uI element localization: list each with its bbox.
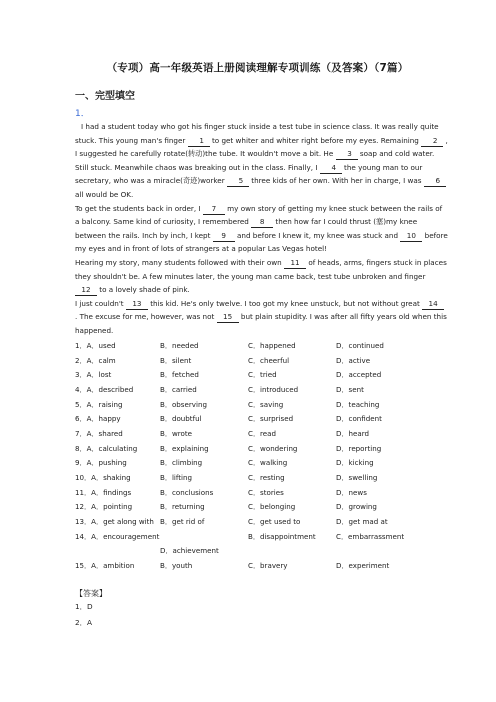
option-cell — [75, 544, 160, 559]
option-cell: B．carried — [160, 384, 197, 394]
option-cell: 14．A．encouragement — [75, 531, 160, 541]
option-cell: B．fetched — [160, 370, 199, 380]
answer-item: 2．A — [75, 618, 92, 627]
option-cell: B．get rid of — [160, 517, 205, 527]
option-cell: C．belonging — [248, 502, 296, 512]
option-cell: D．growing — [336, 502, 377, 512]
option-cell: 4．A．described — [75, 384, 134, 394]
passage-text: this kid. He's only twelve. I too got my knee unstuck, but not without great — [147, 298, 423, 308]
passage-text: before my eyes and in front of lots of strangers at a popular Las Vegas hotel! — [75, 230, 448, 254]
passage-paragraph — [75, 202, 448, 256]
passage-text: To get the students back in order, I — [75, 203, 203, 213]
option-cell: B．returning — [160, 502, 205, 512]
option-row — [75, 339, 426, 354]
option-row — [75, 441, 426, 456]
option-cell: B．climbing — [160, 458, 203, 468]
blank-11: 11 — [284, 258, 306, 269]
blank-12: 12 — [75, 285, 97, 296]
option-cell: D．kicking — [336, 458, 374, 468]
option-cell: 7．A．shared — [75, 428, 123, 438]
blank-13: 13 — [126, 299, 148, 310]
passage-text: I just couldn't — [75, 298, 126, 308]
option-cell: D．reporting — [336, 443, 382, 453]
passage-text: and before I knew it, my knee was stuck and — [234, 230, 401, 240]
option-cell: B．youth — [160, 561, 193, 571]
passage-text: all would be OK. — [75, 189, 134, 199]
blank-7: 7 — [203, 204, 225, 215]
option-cell: D．accepted — [336, 370, 382, 380]
section-heading: 一、完型填空 — [75, 91, 135, 102]
option-cell: C．get used to — [248, 517, 301, 527]
blank-1: 1 — [188, 136, 210, 147]
question-number: 1． — [75, 109, 90, 119]
passage-text: soap and cold water. Still stuck. Meanwhile chaos was breaking out in the class. Finally, I — [75, 149, 435, 172]
passage-paragraph — [75, 120, 448, 202]
option-cell: B．doubtful — [160, 414, 202, 424]
option-cell: 9．A．pushing — [75, 458, 127, 468]
passage-text: my own story of getting my knee stuck between the rails of a balcony. Same kind of curiosity, I remembered — [75, 203, 443, 227]
blank-4: 4 — [320, 163, 342, 174]
passage-text: three kids of her own. With her in charge, I was — [248, 176, 424, 186]
blank-6: 6 — [424, 176, 446, 187]
option-row — [75, 471, 426, 486]
option-row — [75, 353, 426, 368]
option-row — [75, 544, 426, 559]
option-row — [75, 368, 426, 383]
passage-text: of heads, arms, fingers stuck in places they shouldn't be. A few minutes later, the young man came back, test tube unbroken and finger — [75, 257, 447, 281]
option-cell: D．continued — [336, 340, 384, 350]
option-cell: 3．A．lost — [75, 370, 112, 380]
option-cell: B．disappointment — [248, 531, 316, 541]
option-row — [75, 412, 426, 427]
option-cell: D．teaching — [336, 399, 380, 409]
option-cell: 15．A．ambition — [75, 561, 135, 571]
passage-text: I had a student today who got his finger stuck inside a test tube in science class. It was really quite stuck. This young man's finger — [75, 122, 439, 145]
option-cell: B．silent — [160, 355, 192, 365]
option-cell: D．active — [336, 355, 371, 365]
option-cell: 12．A．pointing — [75, 502, 133, 512]
option-cell: C．happened — [248, 340, 296, 350]
option-cell — [160, 529, 248, 544]
option-row — [75, 456, 426, 471]
option-row — [75, 485, 426, 500]
blank-10: 10 — [400, 231, 422, 242]
option-cell: C．resting — [248, 473, 285, 483]
option-cell: B．explaining — [160, 443, 209, 453]
passage-text: Hearing my story, many students followed with their own — [75, 257, 285, 267]
option-cell: D．swelling — [336, 473, 378, 483]
option-cell: 1．A．used — [75, 340, 116, 350]
answer-item: 1．D — [75, 601, 93, 611]
option-cell: D．sent — [336, 384, 364, 394]
options-table — [75, 339, 426, 574]
option-cell: C．walking — [248, 458, 288, 468]
option-cell: C．read — [248, 428, 277, 438]
passage-text: then how far I could thrust (塞)my knee between the rails. Inch by inch, I kept — [75, 217, 418, 240]
option-cell: B．wrote — [160, 428, 193, 438]
passage-paragraph — [75, 297, 448, 338]
option-cell: B．conclusions — [160, 487, 214, 497]
blank-2: 2 — [421, 136, 443, 147]
blank-3: 3 — [336, 149, 358, 160]
blank-5: 5 — [227, 176, 249, 187]
option-cell: C．embarrassment — [336, 531, 405, 541]
option-cell: C．introduced — [248, 384, 299, 394]
option-cell: D．experiment — [336, 561, 390, 571]
option-cell: 2．A．calm — [75, 355, 116, 365]
answer-list — [75, 599, 448, 632]
option-row — [75, 515, 426, 530]
passage-text: . The excuse for me, however, was not — [75, 312, 217, 322]
option-cell: C．tried — [248, 370, 277, 380]
option-row — [75, 427, 426, 442]
option-cell: D．heard — [336, 428, 370, 438]
option-cell: C．stories — [248, 487, 284, 497]
option-cell: B．needed — [160, 340, 199, 350]
option-cell: 10．A．shaking — [75, 473, 131, 483]
option-row — [75, 500, 426, 515]
blank-14: 14 — [422, 299, 444, 310]
document-title: （专项）高一年级英语上册阅读理解专项训练（及答案）（7篇） — [106, 62, 409, 74]
passage-text: , I suggested he carefully rotate(转动)the tube. It wouldn't move a bit. He — [75, 135, 448, 159]
option-cell: C．wondering — [248, 443, 298, 453]
passage-paragraph — [75, 256, 448, 297]
option-cell: 5．A．raising — [75, 399, 123, 409]
cloze-passage — [75, 120, 448, 338]
option-cell: C．cheerful — [248, 355, 290, 365]
option-cell: 11．A．findings — [75, 487, 132, 497]
option-row — [75, 397, 426, 412]
option-cell: C．bravery — [248, 561, 288, 571]
passage-text: to a lovely shade of pink. — [97, 285, 190, 295]
option-cell: D．news — [336, 487, 367, 497]
option-cell — [248, 544, 336, 559]
option-cell: D．get mad at — [336, 517, 388, 527]
passage-text: but plain stupidity. I was after all fifty years old when this happened. — [75, 312, 447, 335]
option-row — [75, 559, 426, 574]
blank-15: 15 — [217, 312, 239, 323]
blank-9: 9 — [213, 231, 235, 242]
option-cell: B．lifting — [160, 473, 193, 483]
option-cell: C．surprised — [248, 414, 294, 424]
answer-heading: 【答案】 — [75, 588, 107, 598]
option-cell: 13．A．get along with — [75, 517, 154, 527]
option-row — [75, 383, 426, 398]
option-cell: 6．A．happy — [75, 414, 121, 424]
option-cell: D．achievement — [160, 546, 219, 556]
passage-text: the young man to our secretary, who was a miracle(奇迹)worker — [75, 162, 423, 186]
option-row — [75, 529, 426, 544]
option-cell: C．saving — [248, 399, 284, 409]
blank-8: 8 — [251, 217, 273, 228]
option-cell: 8．A．calculating — [75, 443, 138, 453]
option-cell: B．observing — [160, 399, 207, 409]
passage-text: to get whiter and whiter right before my eyes. Remaining — [209, 135, 422, 145]
option-cell — [336, 544, 426, 559]
option-cell: D．confident — [336, 414, 382, 424]
